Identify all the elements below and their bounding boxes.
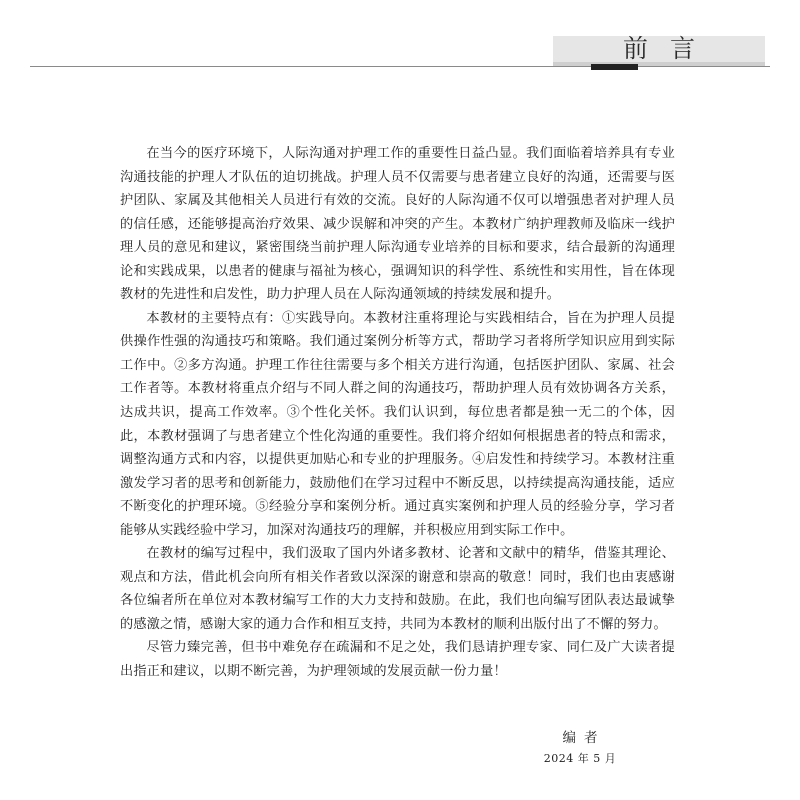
preface-body [120, 142, 675, 684]
page-header [0, 0, 800, 80]
header-rule [30, 66, 770, 67]
paragraph-acknowledgements: 在教材的编写过程中，我们汲取了国内外诸多教材、论著和文献中的精华，借鉴其理论、观点和方法，借此机会向所有相关作者致以深深的谢意和崇高的敬意！同时，我们也由衷感谢各位编者所在单位对本教材编写工作的大力支持和鼓励。在此，我们也向编写团队表达最诚挚的感激之情，感谢大家的通力合作和相互支持，共同为本教材的顺利出版付出了不懈的努力。 [120, 546, 675, 632]
header-accent-bar [591, 64, 638, 70]
page-title: 前言 [622, 34, 717, 63]
signature-date: 2024 年 5 月 [543, 752, 617, 765]
signature-block [520, 728, 640, 767]
paragraph-closing: 尽管力臻完善，但书中难免存在疏漏和不足之处，我们恳请护理专家、同仁及广大读者提出指正和建议，以期不断完善，为护理领域的发展贡献一份力量！ [120, 640, 675, 680]
paragraph-features: 本教材的主要特点有：①实践导向。本教材注重将理论与实践相结合，旨在为护理人员提供操作性强的沟通技巧和策略。我们通过案例分析等方式，帮助学习者将所学知识应用到实际工作中。②多方沟通。护理工作往往需要与多个相关方进行沟通，包括医护团队、家属、社会工作者等。本教材将重点介绍与不同人群之间的沟通技巧，帮助护理人员有效协调各方关系，达成共识，提高工作效率。③个性化关怀。我们认识到，每位患者都是独一无二的个体，因此，本教材强调了与患者建立个性化沟通的重要性。我们将介绍如何根据患者的特点和需求，调整沟通方式和内容，以提供更加贴心和专业的护理服务。④启发性和持续学习。本教材注重激发学习者的思考和创新能力，鼓励他们在学习过程中不断反思，以持续提高沟通技能，适应不断变化的护理环境。⑤经验分享和案例分析。通过真实案例和护理人员的经验分享，学习者能够从实践经验中学习，加深对沟通技巧的理解，并积极应用到实际工作中。 [120, 310, 675, 538]
signature-label: 编者 [562, 730, 606, 746]
paragraph-intro: 在当今的医疗环境下，人际沟通对护理工作的重要性日益凸显。我们面临着培养具有专业沟通技能的护理人才队伍的迫切挑战。护理人员不仅需要与患者建立良好的沟通，还需要与医护团队、家属及其他相关人员进行有效的交流。良好的人际沟通不仅可以增强患者对护理人员的信任感，还能够提高治疗效果、减少误解和冲突的产生。本教材广纳护理教师及临床一线护理人员的意见和建议，紧密围绕当前护理人际沟通专业培养的目标和要求，结合最新的沟通理论和实践成果，以患者的健康与福祉为核心，强调知识的科学性、系统性和实用性，旨在体现教材的先进性和启发性，助力护理人员在人际沟通领域的持续发展和提升。 [120, 146, 675, 303]
